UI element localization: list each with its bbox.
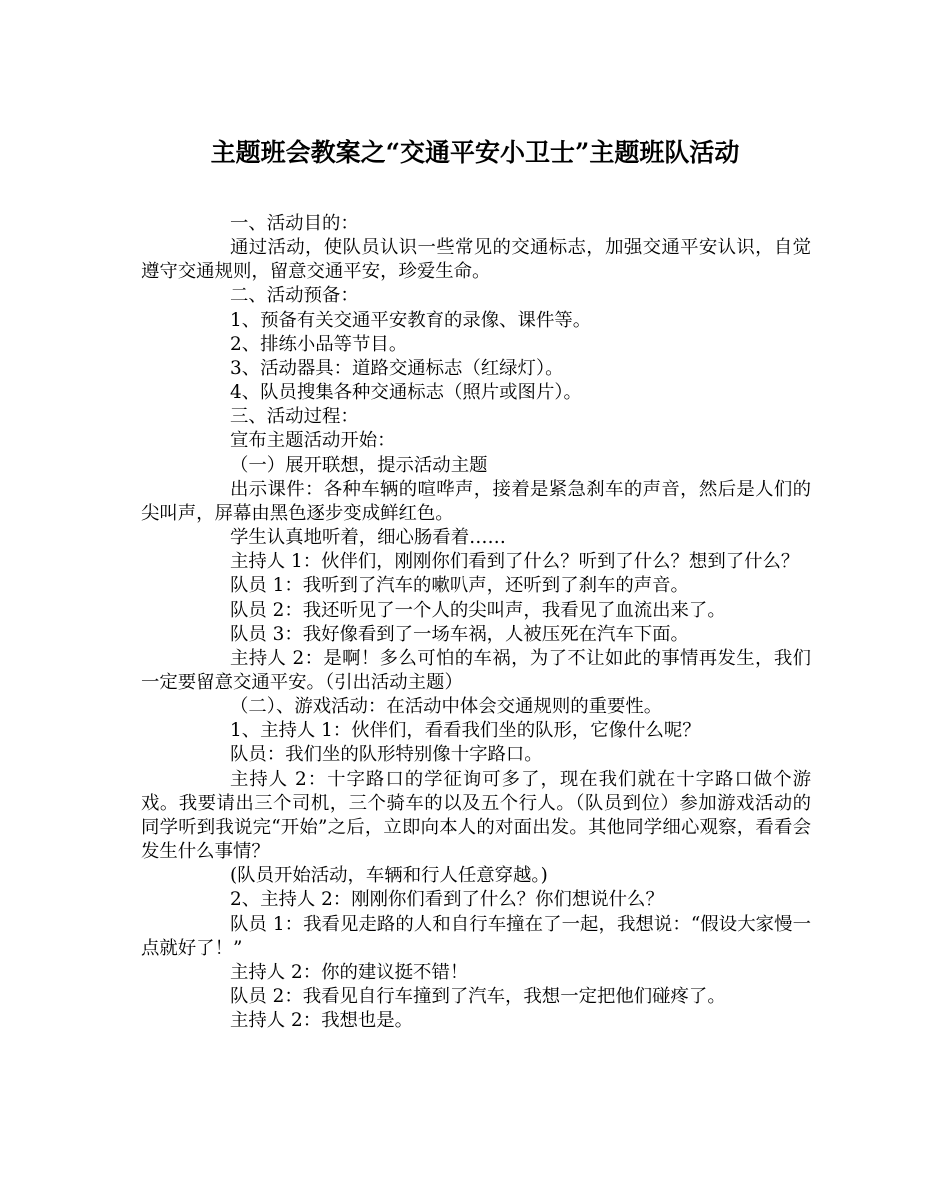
paragraph: 主持人 2：你的建议挺不错！ bbox=[230, 961, 469, 983]
paragraph: （一）展开联想，提示活动主题 bbox=[230, 454, 488, 476]
document-title: 主题班会教案之“交通平安小卫士”主题班队活动 bbox=[210, 138, 740, 167]
paragraph: 4、队员搜集各种交通标志（照片或图片）。 bbox=[230, 382, 582, 404]
paragraph: 主持人 1：伙伴们，刚刚你们看到了什么？听到了什么？想到了什么？ bbox=[230, 551, 800, 573]
paragraph: 2、主持人 2：刚刚你们看到了什么？你们想说什么？ bbox=[230, 889, 664, 911]
paragraph: 队员：我们坐的队形特别像十字路口。 bbox=[230, 744, 543, 766]
paragraph: 主持人 2：我想也是。 bbox=[230, 1010, 414, 1032]
paragraph: 1、预备有关交通平安教育的录像、课件等。 bbox=[230, 309, 592, 331]
paragraph: (队员开始活动，车辆和行人任意穿越。) bbox=[230, 865, 548, 887]
paragraph: 队员 2：我还听见了一个人的尖叫声，我看见了血流出来了。 bbox=[230, 599, 726, 621]
paragraph: 一、活动目的： bbox=[230, 213, 359, 234]
paragraph: 队员 1：我听到了汽车的嗽叭声，还听到了刹车的声音。 bbox=[230, 575, 689, 597]
paragraph: 通过活动，使队员认识一些常见的交通标志，加强交通平安认识，自觉遵守交通规则，留意交通平安，珍爱生命。 bbox=[141, 237, 811, 283]
paragraph: 学生认真地听着，细心肠看着…… bbox=[230, 527, 506, 549]
paragraph: 队员 2：我看见自行车撞到了汽车，我想一定把他们碰疼了。 bbox=[230, 986, 726, 1007]
paragraph: 队员 3：我好像看到了一场车祸，人被压死在汽车下面。 bbox=[230, 623, 689, 645]
paragraph: 2、排练小品等节目。 bbox=[230, 333, 408, 355]
paragraph: 主持人 2：是啊！多么可怕的车祸，为了不让如此的事情再发生，我们一定要留意交通平安。（引出活动主题） bbox=[141, 647, 811, 693]
paragraph: 队员 1：我看见走路的人和自行车撞在了一起，我想说：“假设大家慢一点就好了！” bbox=[141, 913, 811, 959]
paragraph: 出示课件：各种车辆的喧哗声，接着是紧急刹车的声音，然后是人们的尖叫声，屏幕由黑色逐步变成鲜红色。 bbox=[141, 478, 811, 524]
document-body bbox=[141, 212, 811, 1033]
paragraph: 1、主持人 1：伙伴们，看看我们坐的队形，它像什么呢？ bbox=[230, 720, 701, 742]
paragraph: 宣布主题活动开始： bbox=[230, 430, 396, 452]
paragraph: （二）、游戏活动：在活动中体会交通规则的重要性。 bbox=[230, 696, 663, 718]
paragraph: 主持人 2：十字路口的学征询可多了，现在我们就在十字路口做个游戏。我要请出三个司机，三个骑车的以及五个行人。（队员到位）参加游戏活动的同学听到我说完“开始”之后，立即向本人的对面出发。其他同学细心观察，看看会发生什么事情？ bbox=[141, 768, 811, 863]
paragraph: 三、活动过程： bbox=[230, 406, 359, 428]
paragraph: 二、活动预备： bbox=[230, 285, 359, 307]
paragraph: 3、活动器具：道路交通标志（红绿灯）。 bbox=[230, 357, 564, 379]
